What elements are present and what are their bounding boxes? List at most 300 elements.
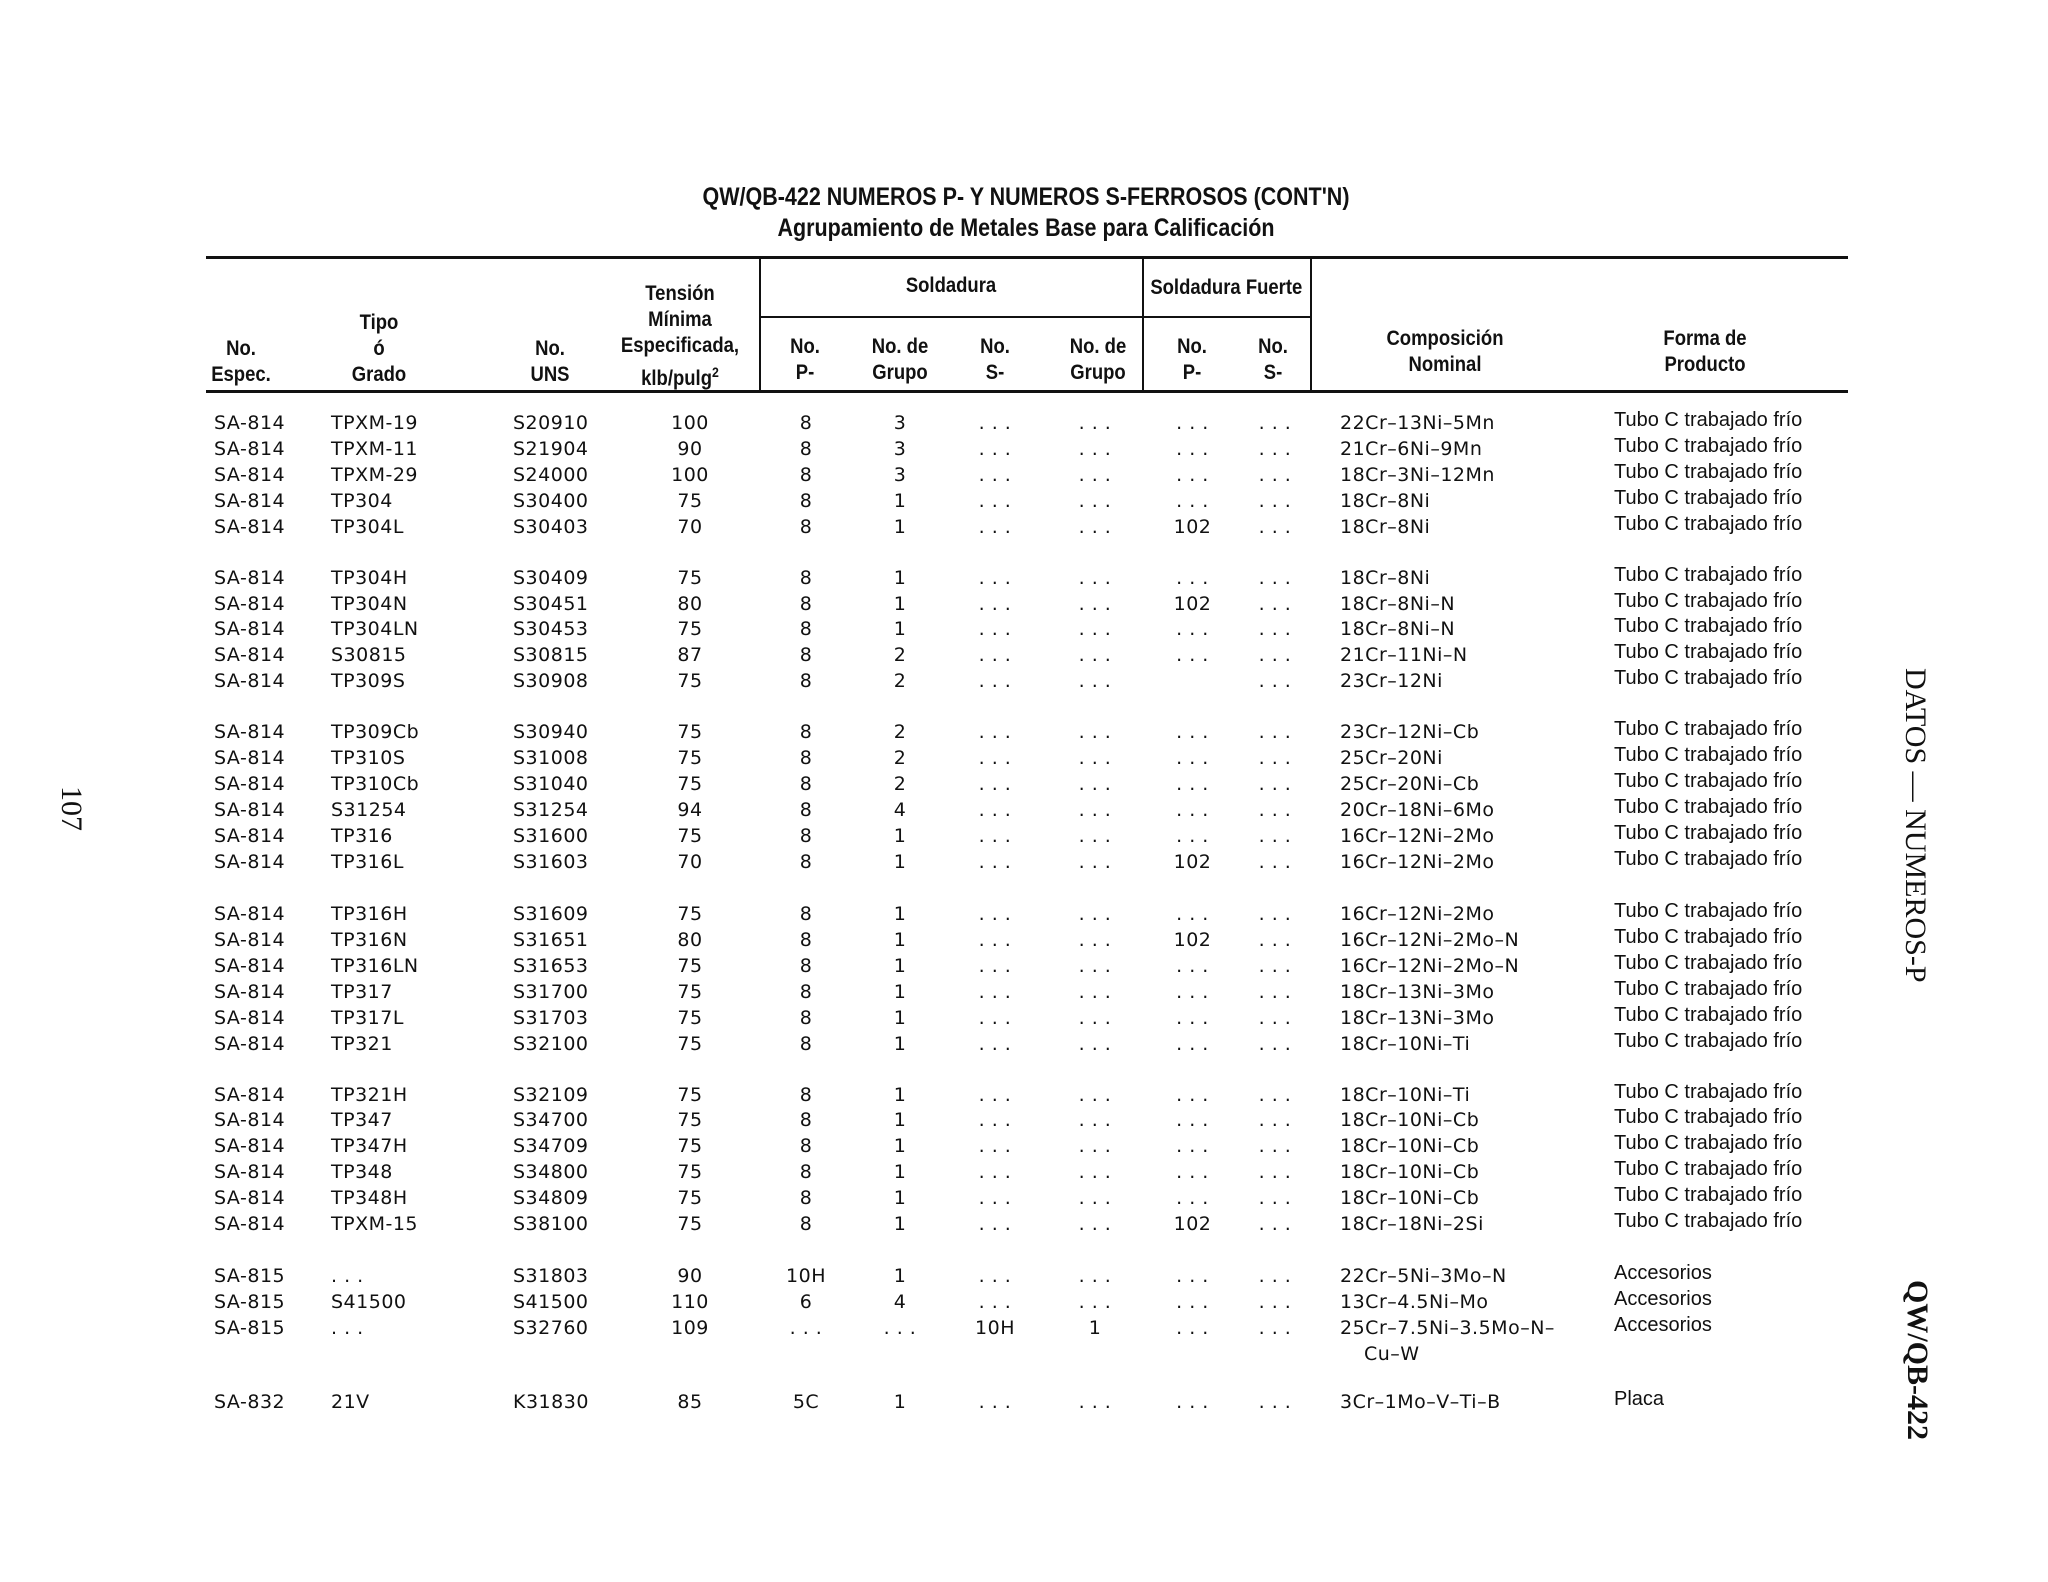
cell-spec: SA-815 bbox=[214, 1291, 286, 1313]
cell-weld-s-group: . . . bbox=[1078, 981, 1112, 1003]
cell-braze-s-number: . . . bbox=[1258, 1084, 1292, 1106]
cell-composition: 18Cr–8Ni bbox=[1340, 567, 1431, 589]
cell-weld-p-number: 6 bbox=[799, 1291, 813, 1313]
cell-uns: S24000 bbox=[513, 464, 589, 486]
cell-braze-s-number: . . . bbox=[1258, 438, 1292, 460]
divider-fuerte-right bbox=[1310, 258, 1312, 392]
cell-composition: 16Cr–12Ni–2Mo bbox=[1340, 903, 1495, 925]
cell-composition: 18Cr–10Ni–Cb bbox=[1340, 1187, 1480, 1209]
cell-uns: S30409 bbox=[513, 567, 589, 589]
cell-weld-p-number: 8 bbox=[799, 1213, 813, 1235]
cell-product-form: Placa bbox=[1614, 1388, 1665, 1410]
cell-grade: TP310S bbox=[331, 747, 406, 769]
cell-composition: 18Cr–13Ni–3Mo bbox=[1340, 981, 1495, 1003]
cell-product-form: Tubo C trabajado frío bbox=[1614, 409, 1803, 431]
cell-weld-s-number: 10H bbox=[975, 1317, 1015, 1339]
cell-weld-s-group: . . . bbox=[1078, 1213, 1112, 1235]
cell-weld-p-number: 8 bbox=[799, 825, 813, 847]
cell-spec: SA-814 bbox=[214, 1161, 286, 1183]
cell-weld-group: 3 bbox=[893, 438, 907, 460]
cell-braze-p-number: . . . bbox=[1176, 490, 1209, 512]
cell-spec: SA-814 bbox=[214, 747, 286, 769]
cell-weld-s-group: . . . bbox=[1078, 412, 1112, 434]
cell-composition: 22Cr–5Ni–3Mo–N bbox=[1340, 1265, 1507, 1287]
cell-weld-s-number: . . . bbox=[978, 955, 1012, 977]
table-subtitle: Agrupamiento de Metales Base para Calificación bbox=[777, 214, 1275, 242]
header-w-group: No. de Grupo bbox=[871, 335, 929, 384]
cell-weld-s-number: . . . bbox=[978, 1033, 1012, 1055]
cell-weld-s-group: . . . bbox=[1078, 1161, 1112, 1183]
cell-braze-p-number: . . . bbox=[1176, 1187, 1209, 1209]
header-spec: No. Espec. bbox=[211, 337, 271, 386]
cell-grade: TP310Cb bbox=[331, 773, 420, 795]
cell-product-form: Tubo C trabajado frío bbox=[1614, 487, 1803, 509]
cell-spec: SA-815 bbox=[214, 1265, 286, 1287]
cell-braze-s-number: . . . bbox=[1258, 516, 1292, 538]
cell-spec: SA-814 bbox=[214, 981, 286, 1003]
cell-tensile: 75 bbox=[677, 955, 703, 977]
cell-weld-p-number: 8 bbox=[799, 1084, 813, 1106]
cell-tensile: 100 bbox=[671, 412, 709, 434]
cell-grade: TPXM-19 bbox=[331, 412, 419, 434]
cell-uns: S41500 bbox=[513, 1291, 589, 1313]
cell-braze-p-number: . . . bbox=[1176, 618, 1209, 640]
cell-weld-p-number: 8 bbox=[799, 1187, 813, 1209]
cell-braze-p-number: . . . bbox=[1176, 1391, 1209, 1413]
cell-composition: 18Cr–10Ni–Cb bbox=[1340, 1161, 1480, 1183]
cell-weld-s-group: . . . bbox=[1078, 618, 1112, 640]
cell-braze-p-number: . . . bbox=[1176, 1033, 1209, 1055]
cell-braze-p-number: . . . bbox=[1176, 825, 1209, 847]
cell-uns: S38100 bbox=[513, 1213, 589, 1235]
cell-weld-group: 1 bbox=[893, 1033, 907, 1055]
cell-composition: 25Cr–7.5Ni–3.5Mo–N– bbox=[1340, 1317, 1555, 1339]
cell-spec: SA-814 bbox=[214, 825, 286, 847]
cell-spec: SA-814 bbox=[214, 1109, 286, 1131]
cell-tensile: 85 bbox=[677, 1391, 703, 1413]
cell-weld-group: 3 bbox=[893, 464, 907, 486]
cell-weld-s-group: . . . bbox=[1078, 903, 1112, 925]
cell-weld-s-number: . . . bbox=[978, 1213, 1012, 1235]
cell-grade: S30815 bbox=[331, 644, 407, 666]
cell-spec: SA-814 bbox=[214, 644, 286, 666]
cell-spec: SA-814 bbox=[214, 1187, 286, 1209]
cell-weld-p-number: 8 bbox=[799, 747, 813, 769]
cell-weld-s-group: . . . bbox=[1078, 1033, 1112, 1055]
cell-tensile: 75 bbox=[677, 1187, 703, 1209]
cell-braze-s-number: . . . bbox=[1258, 644, 1292, 666]
cell-weld-p-number: 8 bbox=[799, 618, 813, 640]
header-b-p: No. P- bbox=[1177, 335, 1207, 384]
cell-product-form: Tubo C trabajado frío bbox=[1614, 926, 1803, 948]
cell-weld-group: 1 bbox=[893, 1135, 907, 1157]
cell-spec: SA-814 bbox=[214, 490, 286, 512]
cell-braze-p-number: . . . bbox=[1176, 1135, 1209, 1157]
table-title: QW/QB-422 NUMEROS P- Y NUMEROS S-FERROSOS (CONT'N) bbox=[702, 183, 1350, 211]
cell-weld-group: 1 bbox=[893, 1084, 907, 1106]
cell-braze-s-number: . . . bbox=[1258, 747, 1292, 769]
cell-braze-s-number: . . . bbox=[1258, 1161, 1292, 1183]
cell-composition: 22Cr–13Ni–5Mn bbox=[1340, 412, 1495, 434]
cell-uns: S31651 bbox=[513, 929, 589, 951]
cell-weld-s-number: . . . bbox=[978, 1391, 1012, 1413]
cell-weld-group: 1 bbox=[893, 567, 907, 589]
cell-weld-s-group: . . . bbox=[1078, 1265, 1112, 1287]
cell-uns: S34809 bbox=[513, 1187, 589, 1209]
cell-product-form: Accesorios bbox=[1614, 1314, 1712, 1336]
cell-braze-p-number: . . . bbox=[1176, 1291, 1209, 1313]
cell-weld-p-number: 8 bbox=[799, 1033, 813, 1055]
header-uns: No. UNS bbox=[530, 337, 570, 386]
cell-uns: S31653 bbox=[513, 955, 589, 977]
cell-weld-p-number: 8 bbox=[799, 1135, 813, 1157]
cell-grade: TPXM-11 bbox=[331, 438, 419, 460]
cell-spec: SA-814 bbox=[214, 903, 286, 925]
cell-composition: 25Cr–20Ni–Cb bbox=[1340, 773, 1480, 795]
cell-tensile: 75 bbox=[677, 773, 703, 795]
cell-weld-p-number: 8 bbox=[799, 981, 813, 1003]
cell-braze-p-number: . . . bbox=[1176, 1007, 1209, 1029]
cell-grade: TP316N bbox=[331, 929, 408, 951]
cell-grade: TP321 bbox=[331, 1033, 393, 1055]
cell-weld-s-number: . . . bbox=[978, 644, 1012, 666]
cell-grade: TP304N bbox=[331, 593, 408, 615]
cell-weld-s-number: . . . bbox=[978, 1084, 1012, 1106]
cell-braze-s-number: . . . bbox=[1258, 1391, 1292, 1413]
cell-weld-group: 2 bbox=[893, 670, 907, 692]
cell-weld-group: 1 bbox=[893, 1265, 907, 1287]
cell-weld-p-number: 8 bbox=[799, 670, 813, 692]
cell-tensile: 94 bbox=[677, 799, 703, 821]
cell-grade: TPXM-15 bbox=[331, 1213, 419, 1235]
cell-braze-p-number: 102 bbox=[1173, 851, 1212, 873]
cell-uns: S30940 bbox=[513, 721, 589, 743]
cell-braze-s-number: . . . bbox=[1258, 1317, 1292, 1339]
cell-braze-s-number: . . . bbox=[1258, 1187, 1292, 1209]
cell-weld-group: 2 bbox=[893, 721, 907, 743]
cell-composition: 16Cr–12Ni–2Mo–N bbox=[1340, 929, 1520, 951]
cell-spec: SA-815 bbox=[214, 1317, 286, 1339]
cell-uns: S30403 bbox=[513, 516, 589, 538]
cell-weld-s-number: . . . bbox=[978, 670, 1012, 692]
cell-uns: S34800 bbox=[513, 1161, 589, 1183]
cell-weld-p-number: 8 bbox=[799, 799, 813, 821]
cell-product-form: Tubo C trabajado frío bbox=[1614, 796, 1803, 818]
cell-tensile: 75 bbox=[677, 1033, 703, 1055]
cell-composition: 18Cr–8Ni bbox=[1340, 490, 1431, 512]
table-title-block bbox=[321, 182, 1731, 244]
cell-tensile: 87 bbox=[677, 644, 703, 666]
cell-braze-s-number: . . . bbox=[1258, 799, 1292, 821]
cell-spec: SA-814 bbox=[214, 1084, 286, 1106]
cell-spec: SA-814 bbox=[214, 1135, 286, 1157]
cell-tensile: 100 bbox=[671, 464, 709, 486]
cell-grade: TP348H bbox=[331, 1187, 408, 1209]
cell-tensile: 75 bbox=[677, 670, 703, 692]
header-b-s: No. S- bbox=[1258, 335, 1288, 384]
cell-braze-s-number: . . . bbox=[1258, 929, 1292, 951]
cell-grade: TP309Cb bbox=[331, 721, 420, 743]
cell-tensile: 75 bbox=[677, 1213, 703, 1235]
cell-grade: . . . bbox=[331, 1265, 364, 1287]
cell-tensile: 75 bbox=[677, 1109, 703, 1131]
cell-weld-s-number: . . . bbox=[978, 981, 1012, 1003]
cell-weld-group: 1 bbox=[893, 1161, 907, 1183]
cell-tensile: 75 bbox=[677, 490, 703, 512]
cell-tensile: 75 bbox=[677, 825, 703, 847]
cell-product-form: Tubo C trabajado frío bbox=[1614, 667, 1803, 689]
cell-composition: 21Cr–6Ni–9Mn bbox=[1340, 438, 1483, 460]
cell-braze-s-number: . . . bbox=[1258, 618, 1292, 640]
soldadura-underline bbox=[760, 316, 1310, 318]
cell-spec: SA-814 bbox=[214, 567, 286, 589]
cell-grade: TP309S bbox=[331, 670, 406, 692]
cell-uns: S34709 bbox=[513, 1135, 589, 1157]
cell-weld-group: 2 bbox=[893, 747, 907, 769]
cell-uns: S32760 bbox=[513, 1317, 589, 1339]
cell-composition: 18Cr–10Ni–Cb bbox=[1340, 1135, 1480, 1157]
cell-weld-s-group: . . . bbox=[1078, 747, 1112, 769]
cell-weld-s-group: . . . bbox=[1078, 799, 1112, 821]
cell-grade: TPXM-29 bbox=[331, 464, 419, 486]
cell-weld-group: 1 bbox=[893, 490, 907, 512]
cell-uns: S31008 bbox=[513, 747, 589, 769]
side-label-datos: DATOS — NUMEROS-P bbox=[1899, 668, 1932, 983]
cell-weld-s-number: . . . bbox=[978, 1007, 1012, 1029]
cell-weld-s-number: . . . bbox=[978, 773, 1012, 795]
cell-composition: 23Cr–12Ni bbox=[1340, 670, 1443, 692]
cell-braze-p-number: . . . bbox=[1176, 721, 1209, 743]
cell-composition: 16Cr–12Ni–2Mo bbox=[1340, 851, 1495, 873]
header-soldadura: Soldadura bbox=[905, 274, 997, 297]
cell-composition: 18Cr–3Ni–12Mn bbox=[1340, 464, 1495, 486]
cell-weld-group: 1 bbox=[893, 593, 907, 615]
cell-product-form: Tubo C trabajado frío bbox=[1614, 900, 1803, 922]
cell-tensile: 90 bbox=[677, 438, 703, 460]
cell-product-form: Tubo C trabajado frío bbox=[1614, 1004, 1803, 1026]
cell-uns: S31803 bbox=[513, 1265, 589, 1287]
cell-composition: 18Cr–13Ni–3Mo bbox=[1340, 1007, 1495, 1029]
cell-composition: 16Cr–12Ni–2Mo–N bbox=[1340, 955, 1520, 977]
cell-uns: S21904 bbox=[513, 438, 589, 460]
cell-uns: S30451 bbox=[513, 593, 589, 615]
header-composition: Composición Nominal bbox=[1386, 327, 1504, 376]
cell-composition: 18Cr–10Ni–Ti bbox=[1340, 1084, 1471, 1106]
cell-uns: K31830 bbox=[513, 1391, 589, 1413]
cell-weld-s-group: . . . bbox=[1078, 1187, 1112, 1209]
cell-weld-s-group: . . . bbox=[1078, 1007, 1112, 1029]
cell-braze-p-number: . . . bbox=[1176, 1084, 1209, 1106]
cell-weld-group: . . . bbox=[883, 1317, 917, 1339]
cell-weld-s-number: . . . bbox=[978, 851, 1012, 873]
cell-weld-s-group: . . . bbox=[1078, 1391, 1112, 1413]
cell-weld-s-number: . . . bbox=[978, 1187, 1012, 1209]
cell-weld-group: 4 bbox=[893, 799, 907, 821]
cell-weld-group: 1 bbox=[893, 1213, 907, 1235]
cell-uns: S32100 bbox=[513, 1033, 589, 1055]
cell-uns: S20910 bbox=[513, 412, 589, 434]
cell-tensile: 75 bbox=[677, 567, 703, 589]
cell-spec: SA-814 bbox=[214, 593, 286, 615]
cell-uns: S30908 bbox=[513, 670, 589, 692]
cell-grade: TP317 bbox=[331, 981, 393, 1003]
cell-braze-p-number: . . . bbox=[1176, 955, 1209, 977]
cell-uns: S31603 bbox=[513, 851, 589, 873]
cell-braze-s-number: . . . bbox=[1258, 412, 1292, 434]
cell-weld-s-group: . . . bbox=[1078, 1109, 1112, 1131]
header-w-s-group: No. de Grupo bbox=[1069, 335, 1127, 384]
cell-braze-p-number: . . . bbox=[1176, 773, 1209, 795]
cell-tensile: 75 bbox=[677, 903, 703, 925]
cell-composition: 16Cr–12Ni–2Mo bbox=[1340, 825, 1495, 847]
page-number: 107 bbox=[55, 786, 88, 831]
cell-weld-p-number: 8 bbox=[799, 773, 813, 795]
cell-product-form: Tubo C trabajado frío bbox=[1614, 822, 1803, 844]
cell-uns: S31254 bbox=[513, 799, 589, 821]
cell-spec: SA-832 bbox=[214, 1391, 286, 1413]
cell-weld-p-number: 8 bbox=[799, 464, 813, 486]
cell-grade: TP316LN bbox=[331, 955, 419, 977]
cell-braze-s-number: . . . bbox=[1258, 981, 1292, 1003]
cell-weld-group: 1 bbox=[893, 516, 907, 538]
cell-braze-s-number: . . . bbox=[1258, 593, 1292, 615]
cell-braze-s-number: . . . bbox=[1258, 567, 1292, 589]
cell-product-form: Tubo C trabajado frío bbox=[1614, 641, 1803, 663]
cell-weld-s-number: . . . bbox=[978, 412, 1012, 434]
cell-braze-p-number: . . . bbox=[1176, 747, 1209, 769]
cell-weld-group: 2 bbox=[893, 773, 907, 795]
cell-spec: SA-814 bbox=[214, 516, 286, 538]
cell-weld-s-number: . . . bbox=[978, 567, 1012, 589]
cell-tensile: 80 bbox=[677, 929, 703, 951]
cell-product-form: Tubo C trabajado frío bbox=[1614, 718, 1803, 740]
cell-weld-group: 2 bbox=[893, 644, 907, 666]
cell-weld-p-number: 8 bbox=[799, 438, 813, 460]
cell-spec: SA-814 bbox=[214, 955, 286, 977]
cell-weld-s-number: . . . bbox=[978, 799, 1012, 821]
cell-spec: SA-814 bbox=[214, 618, 286, 640]
cell-weld-group: 3 bbox=[893, 412, 907, 434]
cell-braze-s-number: . . . bbox=[1258, 721, 1292, 743]
cell-weld-p-number: 8 bbox=[799, 644, 813, 666]
cell-weld-s-group: . . . bbox=[1078, 464, 1112, 486]
cell-product-form: Tubo C trabajado frío bbox=[1614, 978, 1803, 1000]
cell-weld-p-number: 8 bbox=[799, 1109, 813, 1131]
cell-uns: S31700 bbox=[513, 981, 589, 1003]
header-w-p: No. P- bbox=[790, 335, 820, 384]
cell-spec: SA-814 bbox=[214, 412, 286, 434]
cell-weld-p-number: 8 bbox=[799, 955, 813, 977]
cell-weld-group: 1 bbox=[893, 1109, 907, 1131]
cell-composition: 18Cr–8Ni–N bbox=[1340, 593, 1456, 615]
cell-braze-p-number: . . . bbox=[1176, 438, 1209, 460]
cell-weld-p-number: 8 bbox=[799, 1007, 813, 1029]
cell-tensile: 70 bbox=[677, 516, 703, 538]
header-tensile: Tensión Mínima Especificada, klb/pulg$^2$ bbox=[620, 282, 740, 390]
cell-product-form: Tubo C trabajado frío bbox=[1614, 744, 1803, 766]
cell-weld-group: 4 bbox=[893, 1291, 907, 1313]
cell-braze-s-number: . . . bbox=[1258, 955, 1292, 977]
cell-weld-group: 1 bbox=[893, 851, 907, 873]
cell-weld-p-number: 8 bbox=[799, 1161, 813, 1183]
cell-spec: SA-814 bbox=[214, 1033, 286, 1055]
cell-spec: SA-814 bbox=[214, 721, 286, 743]
cell-weld-p-number: 8 bbox=[799, 412, 813, 434]
cell-composition: 18Cr–8Ni–N bbox=[1340, 618, 1456, 640]
cell-weld-s-number: . . . bbox=[978, 747, 1012, 769]
cell-braze-s-number: . . . bbox=[1258, 670, 1292, 692]
cell-weld-s-group: 1 bbox=[1088, 1317, 1102, 1339]
cell-weld-s-group: . . . bbox=[1078, 1291, 1112, 1313]
cell-composition: 3Cr–1Mo–V–Ti–B bbox=[1340, 1391, 1501, 1413]
cell-weld-s-group: . . . bbox=[1078, 516, 1112, 538]
cell-braze-p-number: . . . bbox=[1176, 1317, 1209, 1339]
cell-weld-s-group: . . . bbox=[1078, 490, 1112, 512]
cell-uns: S34700 bbox=[513, 1109, 589, 1131]
cell-weld-s-number: . . . bbox=[978, 1265, 1012, 1287]
cell-weld-s-group: . . . bbox=[1078, 851, 1112, 873]
cell-composition: 25Cr–20Ni bbox=[1340, 747, 1443, 769]
cell-weld-s-number: . . . bbox=[978, 1109, 1012, 1131]
cell-braze-s-number: . . . bbox=[1258, 1291, 1292, 1313]
cell-product-form: Tubo C trabajado frío bbox=[1614, 1106, 1803, 1128]
header-grade: Tipo ó Grado bbox=[351, 311, 407, 386]
cell-braze-s-number: . . . bbox=[1258, 490, 1292, 512]
cell-weld-p-number: 10H bbox=[786, 1265, 826, 1287]
cell-weld-s-number: . . . bbox=[978, 1135, 1012, 1157]
cell-braze-s-number: . . . bbox=[1258, 1213, 1292, 1235]
cell-braze-p-number: . . . bbox=[1176, 412, 1209, 434]
cell-tensile: 109 bbox=[671, 1317, 709, 1339]
cell-product-form: Tubo C trabajado frío bbox=[1614, 564, 1803, 586]
cell-weld-s-group: . . . bbox=[1078, 721, 1112, 743]
cell-grade: TP316H bbox=[331, 903, 408, 925]
cell-grade: TP304H bbox=[331, 567, 408, 589]
cell-product-form: Accesorios bbox=[1614, 1288, 1712, 1310]
cell-weld-p-number: . . . bbox=[789, 1317, 823, 1339]
cell-uns: S31600 bbox=[513, 825, 589, 847]
cell-tensile: 75 bbox=[677, 618, 703, 640]
cell-weld-s-group: . . . bbox=[1078, 644, 1112, 666]
cell-weld-group: 1 bbox=[893, 1187, 907, 1209]
cell-composition: 23Cr–12Ni–Cb bbox=[1340, 721, 1480, 743]
cell-tensile: 75 bbox=[677, 1161, 703, 1183]
cell-uns: S31040 bbox=[513, 773, 589, 795]
cell-weld-group: 1 bbox=[893, 955, 907, 977]
cell-weld-group: 1 bbox=[893, 903, 907, 925]
cell-weld-s-group: . . . bbox=[1078, 955, 1112, 977]
header-bottom-rule bbox=[206, 390, 1848, 393]
cell-braze-s-number: . . . bbox=[1258, 1007, 1292, 1029]
cell-tensile: 75 bbox=[677, 1135, 703, 1157]
cell-weld-s-number: . . . bbox=[978, 825, 1012, 847]
cell-weld-s-number: . . . bbox=[978, 593, 1012, 615]
cell-braze-s-number: . . . bbox=[1258, 464, 1292, 486]
cell-product-form: Tubo C trabajado frío bbox=[1614, 1158, 1803, 1180]
cell-tensile: 75 bbox=[677, 721, 703, 743]
cell-tensile: 75 bbox=[677, 981, 703, 1003]
cell-weld-p-number: 8 bbox=[799, 593, 813, 615]
cell-weld-s-number: . . . bbox=[978, 929, 1012, 951]
cell-grade: TP347 bbox=[331, 1109, 393, 1131]
cell-braze-p-number: 102 bbox=[1173, 516, 1212, 538]
cell-uns: S30815 bbox=[513, 644, 589, 666]
cell-braze-p-number: . . . bbox=[1176, 903, 1209, 925]
cell-weld-s-number: . . . bbox=[978, 464, 1012, 486]
cell-spec: SA-814 bbox=[214, 464, 286, 486]
cell-grade: TP321H bbox=[331, 1084, 408, 1106]
cell-product-form: Tubo C trabajado frío bbox=[1614, 848, 1803, 870]
